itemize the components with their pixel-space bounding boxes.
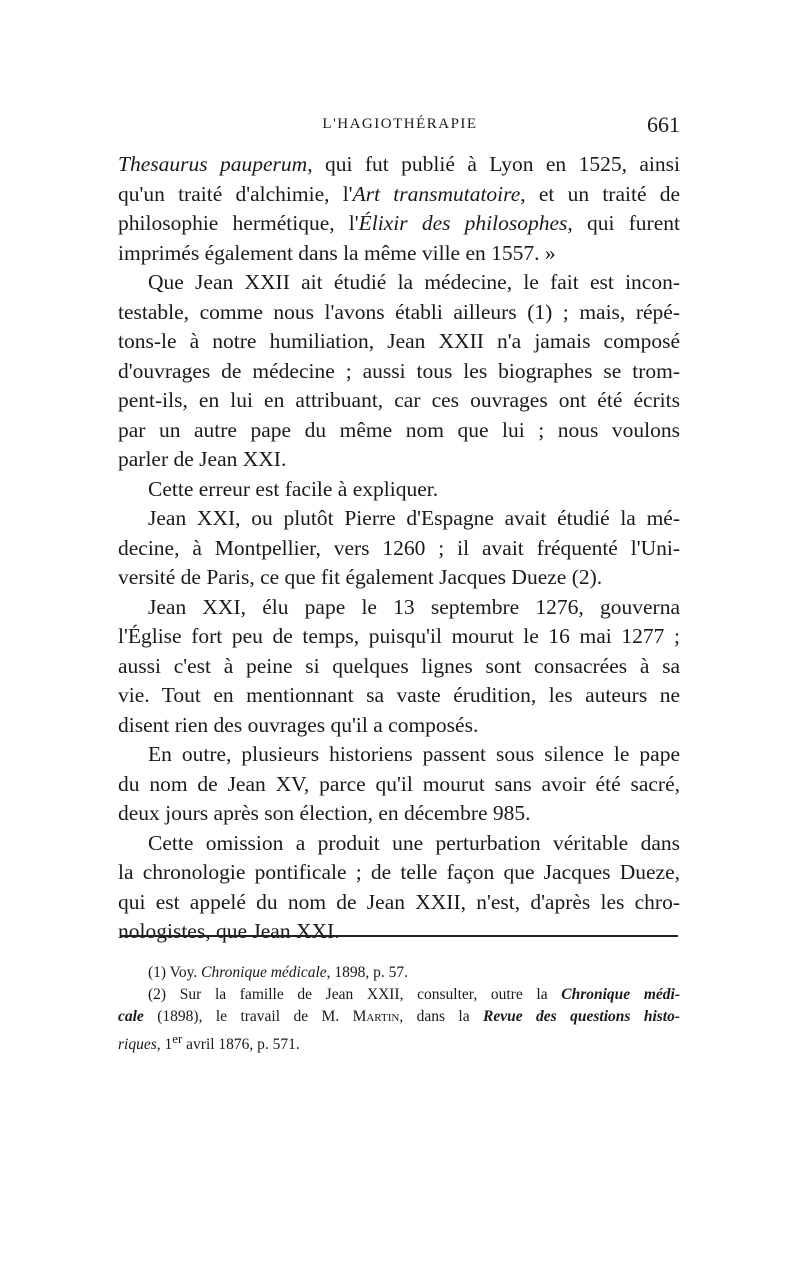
text-line: En outre, plusieurs historiens passent sous silence le pape [148, 742, 680, 766]
text-line: tons-le à notre humiliation, Jean XXII n'a jamais composé [118, 329, 680, 353]
text-line: testable, comme nous l'avons établi ailleurs (1) ; mais, répé- [118, 299, 680, 324]
text-line: Jean XXI, élu pape le 13 septembre 1276, gouverna [148, 594, 680, 619]
book-title-art: Art transmutatoire [352, 181, 521, 206]
text-line: Jean XXI, ou plutôt Pierre d'Espagne avait étudié la mé- [148, 506, 680, 530]
paragraph-2 [118, 268, 680, 475]
text-line: du nom de Jean XV, parce qu'il mourut sans avoir été sacré, [118, 771, 680, 796]
text-line: par un autre pape du même nom que lui ; nous voulons [118, 417, 680, 442]
footnote-2: (2) Sur la famille de Jean XXII, consulter, outre la Chronique médi- [148, 986, 680, 1003]
running-head [120, 112, 680, 140]
book-title-thesaurus: Thesaurus pauperum [118, 152, 308, 176]
text-line: disent rien des ouvrages qu'il a composés. [118, 712, 479, 737]
text-line: versité de Paris, ce que fit également Jacques Dueze (2). [118, 565, 603, 589]
text-line: imprimés également dans la même ville en 1557. » [118, 240, 556, 265]
paragraph-4 [118, 504, 680, 593]
text-line: qu'un traité d'alchimie, l'Art transmutatoire, et un traité de [118, 181, 680, 206]
text-line: decine, à Montpellier, vers 1260 ; il avait fréquenté l'Uni- [118, 535, 680, 560]
text-line: deux jours après son élection, en décembre 985. [118, 801, 531, 825]
paragraph-6 [118, 740, 680, 829]
footnotes [118, 962, 680, 1056]
footnote-1: (1) Voy. Chronique médicale, 1898, p. 57. [148, 964, 409, 981]
text-line: l'Église fort peu de temps, puisqu'il mourut le 16 mai 1277 ; [118, 624, 680, 648]
text-line: philosophie hermétique, l'Élixir des philosophes, qui furent [118, 211, 680, 235]
paragraph-1 [118, 150, 680, 268]
footnote-rule [120, 935, 678, 937]
book-title-elixir: Élixir des philosophes [358, 211, 568, 235]
paragraph-7 [118, 829, 680, 947]
text-line: Cette omission a produit une perturbation véritable dans [148, 830, 680, 855]
footnote-2-cont: cale (1898), le travail de M. Martin, dans la Revue des questions histo- [118, 1008, 681, 1025]
text-line: qui est appelé du nom de Jean XXII, n'est, d'après les chro- [118, 889, 680, 914]
text-line: vie. Tout en mentionnant sa vaste érudition, les auteurs ne [118, 683, 680, 707]
body-text [118, 150, 680, 947]
text-line: Thesaurus pauperum, qui fut publié à Lyon en 1525, ainsi [118, 152, 680, 176]
text-line: nologistes, que Jean XXI. [118, 919, 340, 943]
text-line: Cette erreur est facile à expliquer. [148, 476, 439, 501]
text-line: parler de Jean XXI. [118, 447, 287, 471]
text-line: la chronologie pontificale ; de telle façon que Jacques Dueze, [118, 860, 680, 884]
running-title: L'HAGIOTHÉRAPIE [322, 116, 478, 132]
text-line: Que Jean XXII ait étudié la médecine, le fait est incon- [148, 270, 680, 294]
paragraph-5 [118, 593, 680, 741]
paragraph-3 [118, 475, 680, 505]
text-line: pent-ils, en lui en attribuant, car ces ouvrages ont été écrits [118, 388, 680, 412]
text-line: aussi c'est à peine si quelques lignes sont consacrées à sa [118, 653, 680, 678]
page-number: 661 [647, 112, 680, 137]
footnote-2-end: riques, 1er avril 1876, p. 571. [118, 1031, 300, 1054]
text-line: d'ouvrages de médecine ; aussi tous les biographes se trom- [118, 358, 680, 383]
